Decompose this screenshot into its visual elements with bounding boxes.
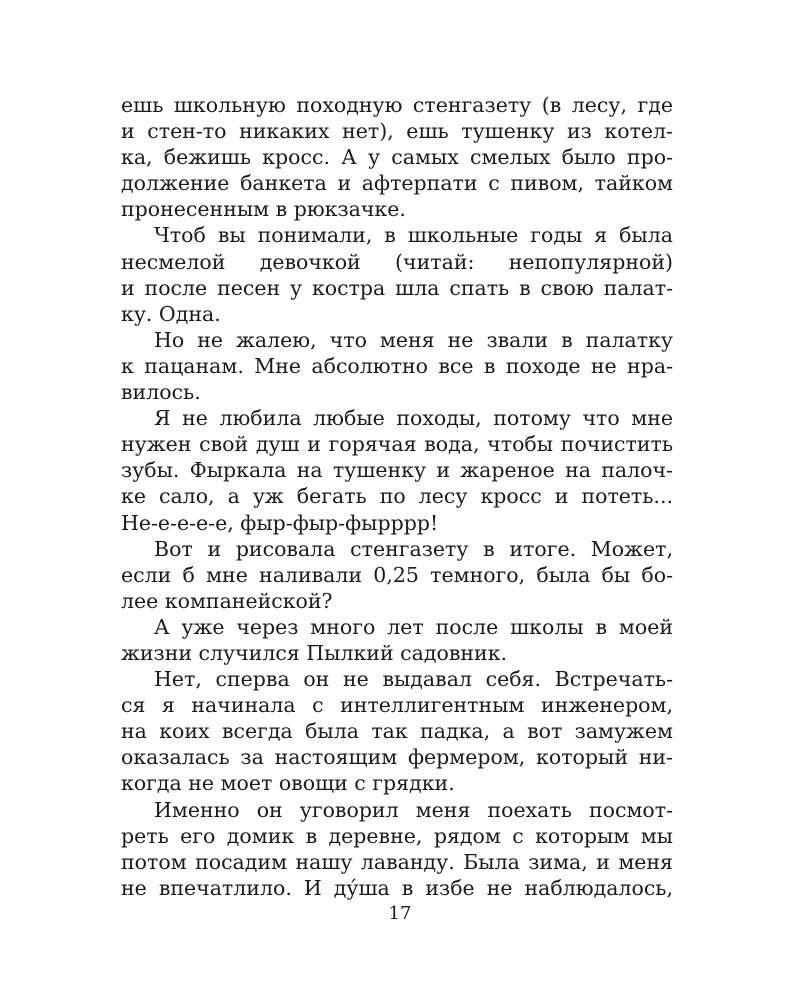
text-line: на коих всегда была так падка, а вот замужем (121, 719, 673, 744)
text-line: жизни случился Пылкий садовник. (121, 640, 508, 665)
text-line: и после песен у костра шла спать в свою палат- (121, 275, 673, 300)
text-line: ешь школьную походную стенгазету (в лесу, где (121, 93, 673, 117)
text-line: зубы. Фыркала на тушенку и жареное на палоч- (121, 458, 673, 483)
text-line: ка, бежишь кросс. А у самых смелых было про- (121, 145, 673, 170)
text-line: Но не жалею, что меня не звали в палатку (154, 327, 673, 352)
text-line: если б мне наливали 0,25 темного, была бы бо- (121, 562, 673, 587)
text-line: Я не любила любые походы, потому что мне (154, 406, 673, 431)
text-line: когда не моет овощи с грядки. (121, 771, 455, 796)
paragraph (121, 614, 673, 666)
paragraph (121, 666, 673, 796)
text-line: нужен свой душ и горячая вода, чтобы почистить (121, 432, 673, 457)
text-line: и стен-то никаких нет), ешь тушенку из котел- (121, 119, 673, 144)
paragraph (121, 405, 673, 535)
paragraph (121, 536, 673, 614)
page-number: 17 (388, 903, 412, 924)
paragraph (121, 92, 673, 222)
text-line: пронесенным в рюкзачке. (121, 197, 406, 222)
text-line: ку. Одна. (121, 301, 221, 326)
paragraph (121, 797, 673, 901)
text-line: не впечатлило. И ду́ша в избе не наблюдалось, (121, 875, 673, 900)
text-line: вилось. (121, 380, 201, 405)
text-line: лее компанейской? (121, 588, 333, 613)
text-line: реть его домик в деревне, рядом с которым мы (121, 823, 673, 848)
body-text (121, 92, 673, 901)
text-line: потом посадим нашу лаванду. Была зима, и меня (121, 849, 673, 874)
text-line: к пацанам. Мне абсолютно все в походе не нра- (121, 353, 673, 378)
text-line: несмелой девочкой (читай: непопулярной) (121, 249, 673, 274)
text-line: Не-е-е-е-е, фыр-фыр-фырррр! (121, 510, 439, 535)
text-line: А уже через много лет после школы в моей (154, 614, 673, 639)
text-line: должение банкета и афтерпати с пивом, тайком (121, 171, 673, 196)
paragraph (121, 327, 673, 405)
text-line: оказалась за настоящим фермером, который ни- (121, 745, 673, 770)
text-line: ся я начинала с интеллигентным инженером, (121, 693, 673, 718)
text-line: ке сало, а уж бегать по лесу кросс и потеть... (121, 484, 673, 509)
text-line: Вот и рисовала стенгазету в итоге. Может, (154, 536, 673, 561)
text-line: Чтоб вы понимали, в школьные годы я была (154, 223, 673, 248)
paragraph (121, 222, 673, 326)
text-line: Именно он уговорил меня поехать посмот- (154, 797, 673, 822)
text-line: Нет, сперва он не выдавал себя. Встречать- (154, 667, 673, 692)
